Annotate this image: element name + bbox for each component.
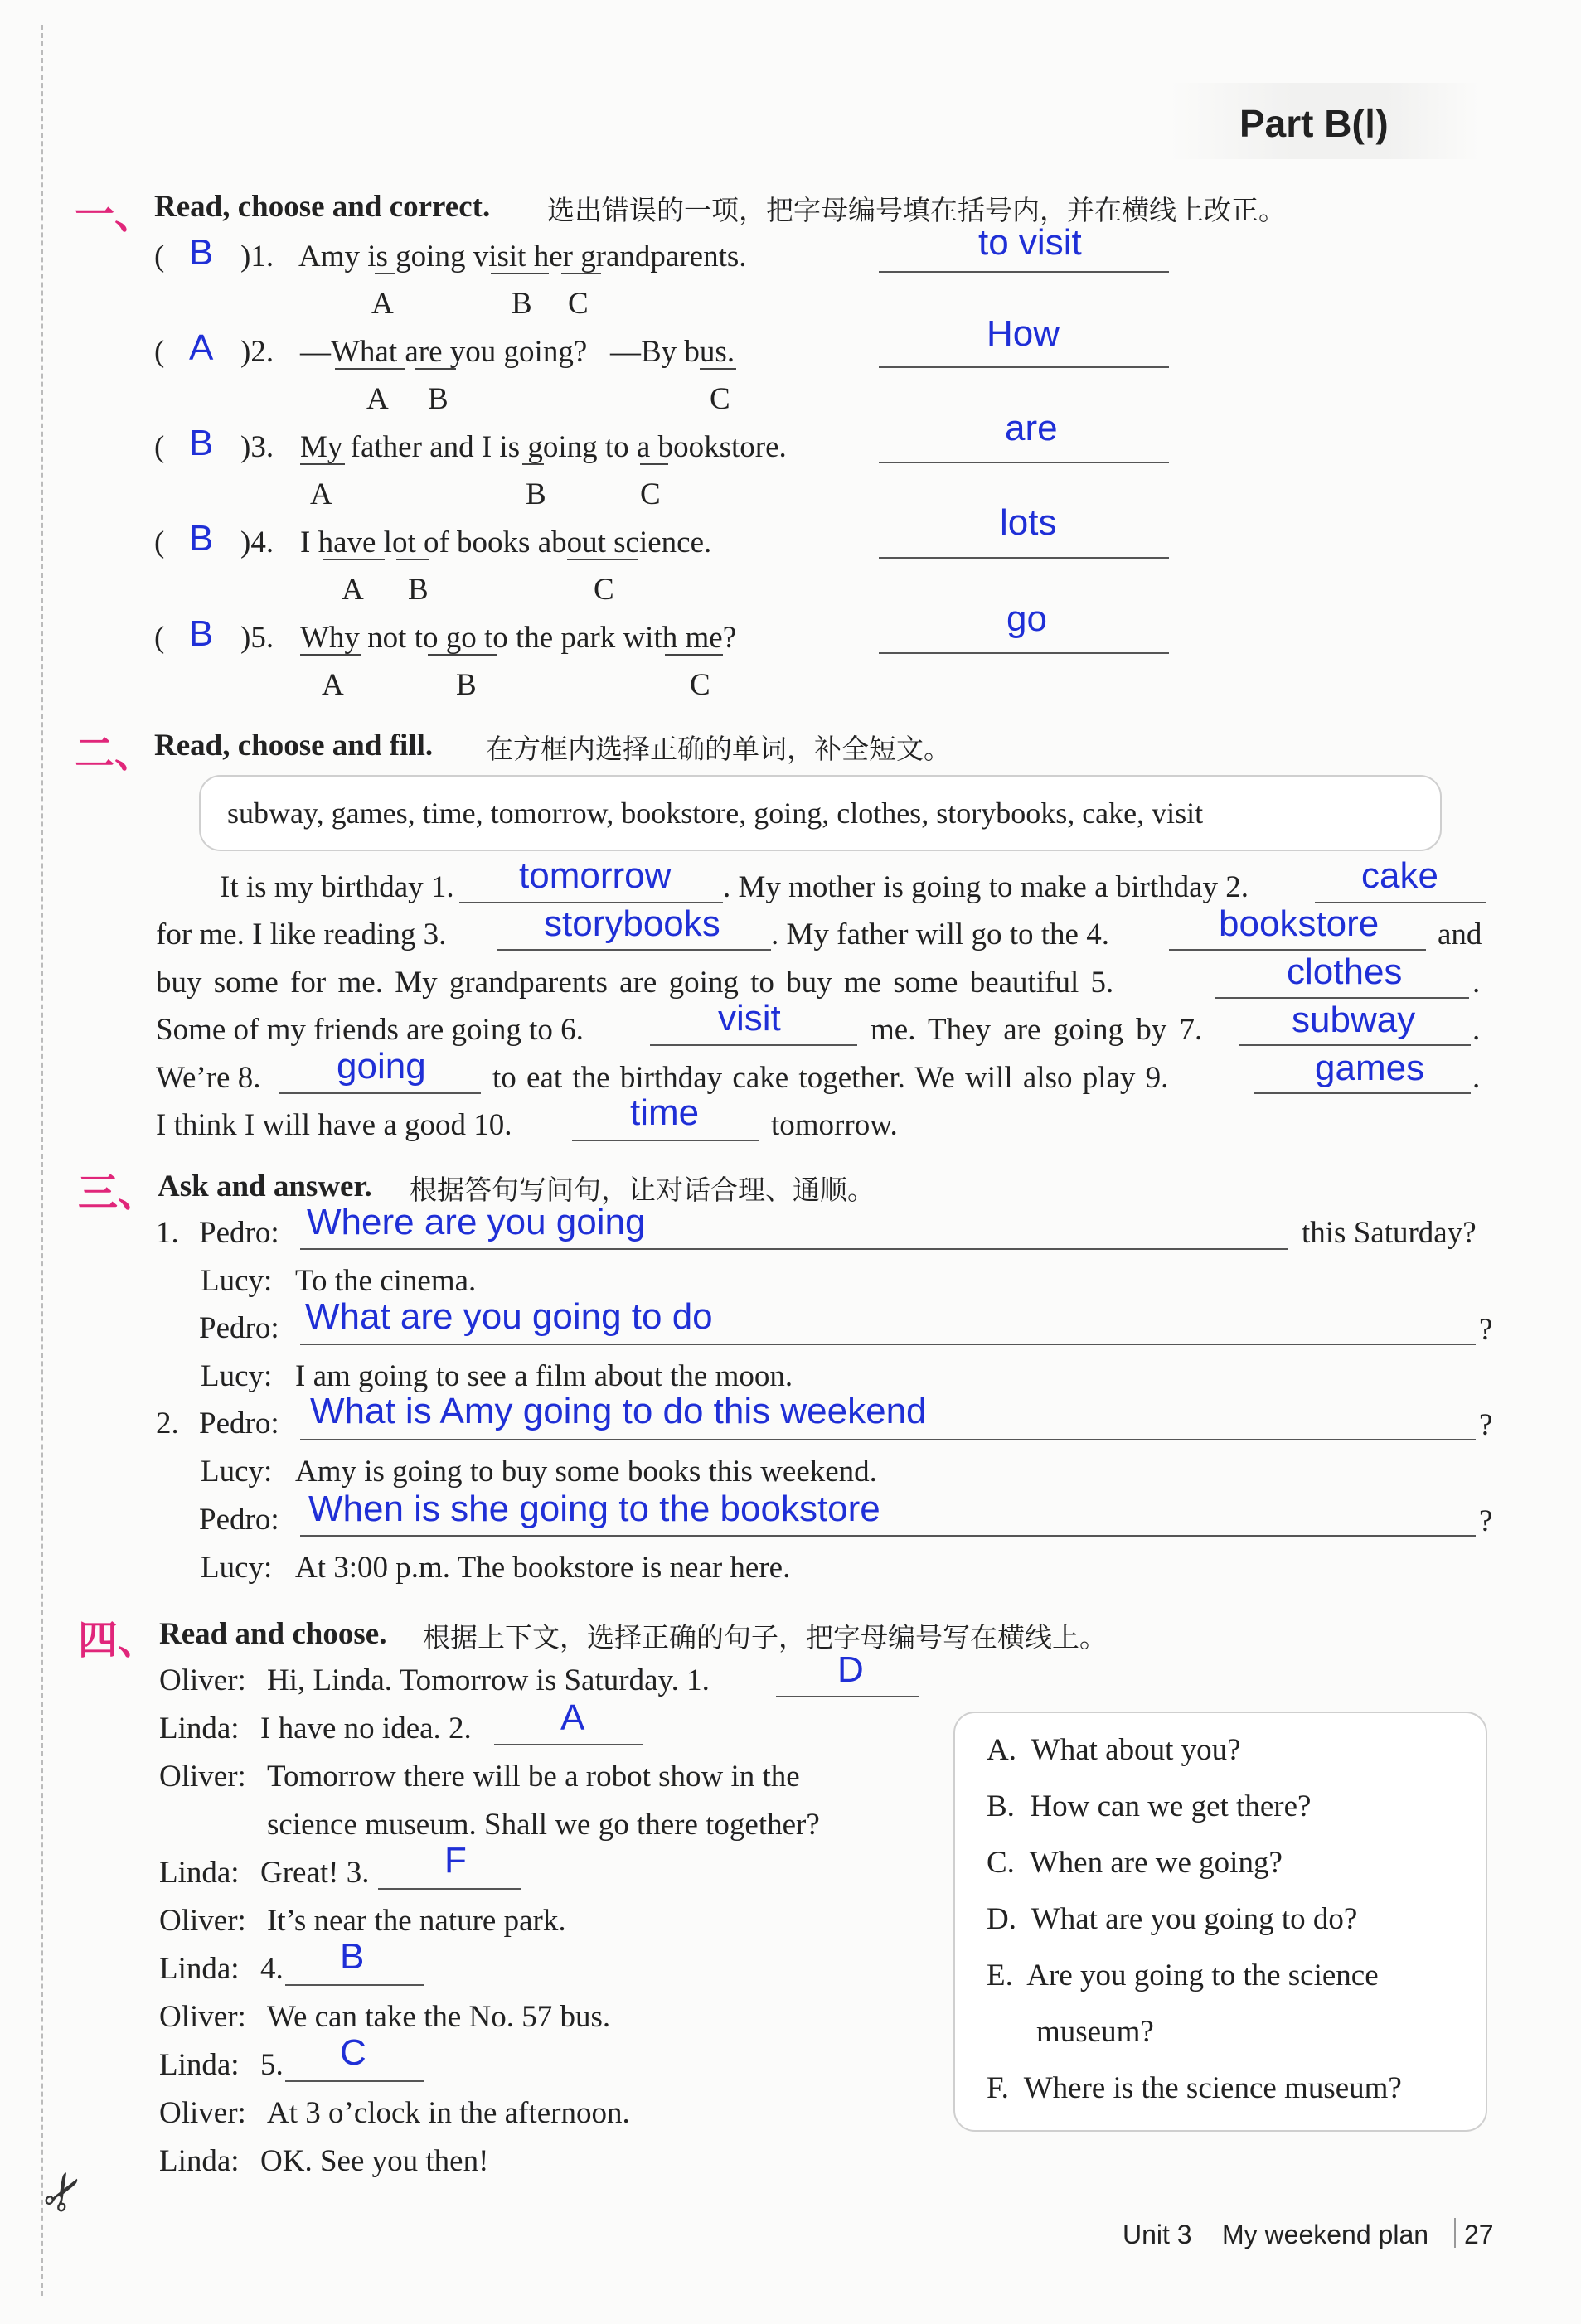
answer-line	[300, 1248, 1288, 1250]
item4-sentence: I have lot of books about science.	[300, 525, 712, 559]
passage-text: . My father will go to the 4.	[771, 917, 1109, 951]
passage-text: I think I will have a good 10.	[156, 1108, 512, 1142]
item1-choice: B	[189, 232, 214, 273]
blank-5-answer: clothes	[1287, 951, 1403, 992]
footer-unit: Unit 3	[1123, 2220, 1192, 2249]
blank-line	[1239, 1044, 1471, 1046]
item5-sentence: Why not to go to the park with me?	[300, 621, 737, 655]
blank-6-answer: visit	[718, 998, 781, 1039]
option-c: C. When are we going?	[987, 1846, 1283, 1880]
label-a: A	[310, 477, 332, 511]
lucy-reply: At 3:00 p.m. The bookstore is near here.	[295, 1551, 791, 1585]
dialogue-text: Hi, Linda. Tomorrow is Saturday. 1.	[267, 1663, 710, 1697]
section1-number: 一、	[75, 191, 155, 238]
section3-instruction: 根据答句写问句，让对话合理、通顺。	[410, 1174, 875, 1206]
answer-line	[879, 366, 1169, 368]
option-e-continued: museum?	[1036, 2015, 1154, 2049]
blank-line	[1254, 1092, 1471, 1094]
option-e: E. Are you going to the science	[987, 1958, 1379, 1992]
blank-line	[572, 1140, 759, 1141]
label-b: B	[512, 287, 532, 321]
speaker: Linda:	[159, 1856, 240, 1890]
label-a: A	[371, 287, 394, 321]
item1-answer: to visit	[978, 222, 1082, 263]
blank-3-answer: storybooks	[544, 903, 720, 944]
dialogue-text: OK. See you then!	[260, 2144, 489, 2178]
speaker-pedro: Pedro:	[199, 1503, 279, 1537]
label-a: A	[322, 668, 344, 702]
blank-1-answer: tomorrow	[519, 855, 672, 896]
word-bank: subway, games, time, tomorrow, bookstore, going, clothes, storybooks, cake, visit	[227, 796, 1204, 830]
speaker: Oliver:	[159, 2000, 246, 2034]
underline	[491, 273, 549, 274]
underline	[335, 368, 405, 370]
label-a: A	[366, 382, 389, 416]
question-3-answer: What is Amy going to do this weekend	[310, 1391, 927, 1431]
blank-9-answer: games	[1315, 1048, 1425, 1088]
page-title: Part B(Ⅰ)	[1239, 102, 1389, 145]
passage-text: buy some for me. My grandparents are going to buy me some beautiful 5.	[156, 966, 1114, 1000]
blank-7-answer: subway	[1292, 1000, 1416, 1040]
speaker-pedro: Pedro:	[199, 1216, 279, 1250]
passage-text: It is my birthday 1.	[220, 870, 454, 904]
speaker: Oliver:	[159, 1663, 246, 1697]
section2-title: Read, choose and fill.	[154, 729, 434, 763]
blank-4-answer: bookstore	[1219, 903, 1380, 944]
passage-text: to eat the birthday cake together. We will also play 9.	[492, 1061, 1169, 1095]
paren-open: (	[154, 525, 165, 559]
underline	[396, 559, 429, 560]
label-b: B	[428, 382, 449, 416]
label-b: B	[526, 477, 546, 511]
underline	[428, 654, 497, 656]
answer-line	[879, 557, 1169, 559]
dialogue-text: At 3 o’clock in the afternoon.	[267, 2096, 630, 2130]
blank-3-answer: F	[444, 1840, 467, 1881]
item4-choice: B	[189, 518, 214, 559]
blank-line	[494, 1744, 643, 1745]
item2-number: )2.	[240, 335, 274, 369]
blank-line	[1215, 997, 1469, 999]
underline	[665, 654, 723, 656]
blank-line	[776, 1696, 919, 1697]
section3-title: Ask and answer.	[158, 1169, 372, 1203]
blank-1-answer: D	[837, 1649, 864, 1690]
item4-answer: lots	[1000, 502, 1057, 543]
underline	[700, 368, 736, 370]
underline	[640, 463, 668, 465]
answer-line	[879, 462, 1169, 463]
underline	[415, 368, 456, 370]
option-b: B. How can we get there?	[987, 1789, 1312, 1823]
passage-text: Some of my friends are going to 6.	[156, 1013, 584, 1047]
blank-10-answer: time	[630, 1092, 700, 1133]
label-b: B	[408, 573, 429, 607]
underline	[300, 654, 361, 656]
answer-line	[879, 652, 1169, 654]
blank-line	[1169, 949, 1426, 951]
section3-number: 三、	[78, 1169, 158, 1216]
paren-open: (	[154, 430, 165, 464]
item3-choice: B	[189, 423, 214, 463]
lucy-reply: Amy is going to buy some books this weekend.	[295, 1455, 877, 1489]
item2-choice: A	[189, 327, 214, 368]
answer-line	[879, 271, 1169, 273]
underline	[300, 463, 345, 465]
blank-2-answer: A	[560, 1697, 585, 1738]
item5-answer: go	[1006, 598, 1047, 639]
paren-open: (	[154, 621, 165, 655]
section4-title: Read and choose.	[159, 1617, 387, 1651]
label-c: C	[710, 382, 730, 416]
item2-sentence: —What are you going? —By bus.	[300, 335, 735, 369]
scissors-icon: ✂	[28, 2159, 100, 2225]
section4-instruction: 根据上下文，选择正确的句子，把字母编号写在横线上。	[423, 1621, 1107, 1653]
lucy-reply: To the cinema.	[295, 1264, 477, 1298]
section2-number: 二、	[75, 730, 155, 777]
item4-number: )4.	[240, 525, 274, 559]
blank-line	[378, 1888, 521, 1890]
label-c: C	[640, 477, 661, 511]
answer-line	[300, 1344, 1476, 1345]
passage-text: tomorrow.	[771, 1108, 898, 1142]
underline	[323, 559, 385, 560]
option-f: F. Where is the science museum?	[987, 2071, 1402, 2105]
speaker: Oliver:	[159, 2096, 246, 2130]
dialogue-text: 5.	[260, 2048, 284, 2082]
dialogue-text: I have no idea. 2.	[260, 1712, 472, 1745]
item3-sentence: My father and I is going to a bookstore.	[300, 430, 787, 464]
cut-line	[41, 25, 43, 2296]
speaker: Linda:	[159, 2144, 240, 2178]
option-d: D. What are you going to do?	[987, 1902, 1358, 1936]
item3-number: )3.	[240, 430, 274, 464]
paren-open: (	[154, 240, 165, 274]
footer-title: My weekend plan	[1222, 2220, 1429, 2249]
passage-text: me. They are going by 7.	[871, 1013, 1203, 1047]
blank-line	[650, 1044, 857, 1046]
blank-4-answer: B	[340, 1936, 365, 1977]
lucy-reply: I am going to see a film about the moon.	[295, 1359, 793, 1393]
blank-5-answer: C	[340, 2032, 366, 2073]
question-mark: ?	[1479, 1313, 1493, 1347]
item5-number: )5.	[240, 621, 274, 655]
page-number: 27	[1464, 2220, 1494, 2249]
speaker-pedro: Pedro:	[199, 1407, 279, 1440]
passage-text: .	[1472, 1061, 1481, 1095]
label-c: C	[690, 668, 710, 702]
dialogue-text: 4.	[260, 1952, 284, 1986]
passage-text: for me. I like reading 3.	[156, 917, 447, 951]
dialogue-text: We can take the No. 57 bus.	[267, 2000, 611, 2034]
question-4-answer: When is she going to the bookstore	[308, 1489, 880, 1529]
item1-sentence: Amy is going visit her grandparents.	[298, 240, 747, 274]
speaker: Oliver:	[159, 1904, 246, 1938]
speaker-lucy: Lucy:	[201, 1359, 273, 1393]
blank-line	[279, 1092, 481, 1094]
dialogue-text: Tomorrow there will be a robot show in the	[267, 1760, 800, 1794]
item5-choice: B	[189, 613, 214, 654]
speaker: Linda:	[159, 1952, 240, 1986]
speaker-lucy: Lucy:	[201, 1264, 273, 1298]
question-mark: ?	[1479, 1504, 1493, 1538]
speaker: Linda:	[159, 1712, 240, 1745]
passage-text: . My mother is going to make a birthday 2.	[723, 870, 1249, 904]
blank-line	[285, 1984, 424, 1986]
item3-answer: are	[1005, 408, 1058, 448]
label-b: B	[456, 668, 477, 702]
label-c: C	[568, 287, 589, 321]
question-1-answer: Where are you going	[307, 1202, 646, 1242]
section4-number: 四、	[78, 1617, 158, 1663]
item1-number: )1.	[240, 240, 274, 274]
question-2-answer: What are you going to do	[305, 1296, 713, 1337]
speaker-lucy: Lucy:	[201, 1455, 273, 1489]
answer-line	[300, 1439, 1476, 1440]
underline	[375, 273, 395, 274]
dialogue-number: 2.	[156, 1407, 179, 1440]
speaker-lucy: Lucy:	[201, 1551, 273, 1585]
underline	[522, 463, 544, 465]
passage-text: .	[1472, 966, 1481, 1000]
section2-instruction: 在方框内选择正确的单词，补全短文。	[486, 733, 951, 765]
blank-line	[497, 949, 771, 951]
dialogue-text: It’s near the nature park.	[267, 1904, 566, 1938]
blank-8-answer: going	[337, 1046, 426, 1087]
answer-line	[300, 1535, 1476, 1537]
label-c: C	[594, 573, 614, 607]
passage-text: and	[1438, 917, 1482, 951]
footer-divider	[1454, 2218, 1456, 2248]
label-a: A	[342, 573, 364, 607]
passage-text: We’re 8.	[156, 1061, 261, 1095]
dialogue-text: Great! 3.	[260, 1856, 370, 1890]
blank-line	[285, 2080, 424, 2082]
paren-open: (	[154, 335, 165, 369]
blank-2-answer: cake	[1361, 855, 1438, 896]
option-a: A. What about you?	[987, 1733, 1241, 1767]
speaker: Linda:	[159, 2048, 240, 2082]
speaker-pedro: Pedro:	[199, 1311, 279, 1345]
dialogue-number: 1.	[156, 1216, 179, 1250]
section1-title: Read, choose and correct.	[154, 190, 491, 224]
item2-answer: How	[987, 313, 1060, 354]
passage-text: .	[1472, 1013, 1481, 1047]
speaker: Oliver:	[159, 1760, 246, 1794]
underline	[567, 559, 638, 560]
dialogue-text: science museum. Shall we go there together?	[267, 1808, 820, 1842]
question-tail: this Saturday?	[1302, 1216, 1477, 1250]
question-mark: ?	[1479, 1408, 1493, 1442]
section1-instruction: 选出错误的一项，把字母编号填在括号内，并在横线上改正。	[547, 194, 1286, 226]
underline	[561, 273, 601, 274]
